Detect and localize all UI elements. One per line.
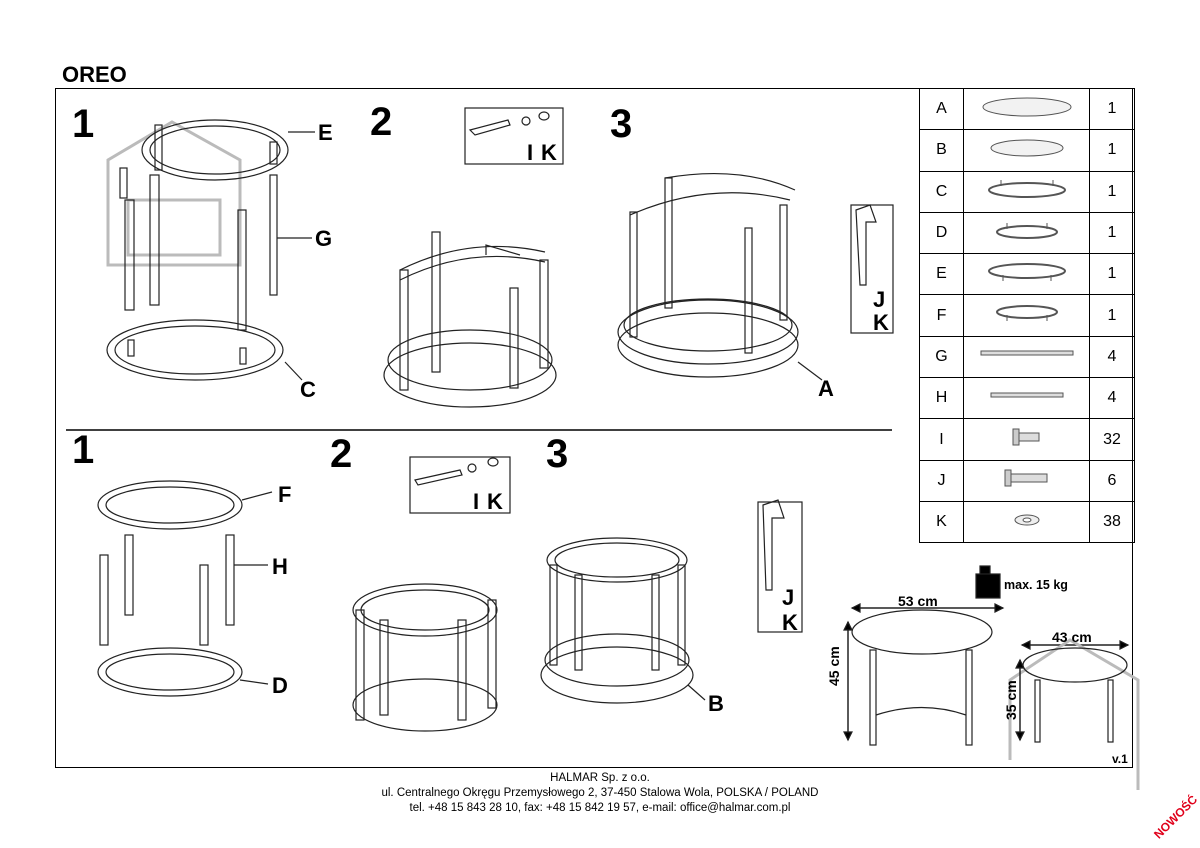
footer-company: HALMAR Sp. z o.o. <box>550 772 650 784</box>
part-quantity: 1 <box>1090 130 1135 171</box>
part-quantity: 32 <box>1090 419 1135 460</box>
large-width-label: 53 cm <box>898 593 938 609</box>
short-bar-icon <box>977 383 1077 409</box>
part-quantity: 1 <box>1090 212 1135 253</box>
part-illustration <box>964 295 1090 336</box>
parts-row <box>920 171 1135 212</box>
version-label: v.1 <box>1112 752 1128 766</box>
step1-large-exploded <box>107 120 315 380</box>
callout-f: F <box>278 482 292 507</box>
callout-j-top: J <box>873 287 886 312</box>
max-load-label: max. 15 kg <box>1004 578 1068 592</box>
step-number-3-top: 3 <box>610 102 633 146</box>
callout-k-bottom: K <box>487 489 503 514</box>
part-letter: F <box>920 295 964 336</box>
part-quantity: 1 <box>1090 89 1135 130</box>
part-illustration <box>964 460 1090 501</box>
step2-large-bolting <box>384 108 563 407</box>
part-quantity: 4 <box>1090 336 1135 377</box>
new-badge: NOWOŚĆ <box>1151 792 1200 842</box>
footer-address: ul. Centralnego Okręgu Przemysłowego 2, 37-450 Stalowa Wola, POLSKA / POLAND <box>381 787 819 799</box>
callout-k-bottom-right: K <box>782 610 798 635</box>
parts-row <box>920 130 1135 171</box>
part-illustration <box>964 212 1090 253</box>
disc-top-small-icon <box>977 135 1077 161</box>
long-bar-icon <box>977 341 1077 367</box>
part-illustration <box>964 336 1090 377</box>
part-letter: G <box>920 336 964 377</box>
step-number-2-top: 2 <box>370 100 393 144</box>
parts-row <box>920 212 1135 253</box>
large-height-label: 45 cm <box>826 646 842 686</box>
step1-small-exploded <box>98 481 272 696</box>
part-quantity: 1 <box>1090 171 1135 212</box>
part-letter: I <box>920 419 964 460</box>
parts-row <box>920 501 1135 542</box>
part-illustration <box>964 419 1090 460</box>
callout-h: H <box>272 554 288 579</box>
part-letter: D <box>920 212 964 253</box>
disc-top-icon <box>977 94 1077 120</box>
callout-c: C <box>300 377 316 402</box>
part-letter: E <box>920 254 964 295</box>
ring-top-small-icon <box>977 300 1077 326</box>
step3-small-top <box>541 500 802 703</box>
dimension-small <box>1010 640 1138 790</box>
part-quantity: 1 <box>1090 254 1135 295</box>
callout-b: B <box>708 691 724 716</box>
callout-g: G <box>315 226 333 251</box>
step-number-2-bottom: 2 <box>330 432 353 476</box>
dimension-large <box>844 604 1003 745</box>
callout-d: D <box>272 673 288 698</box>
screw-short-icon <box>977 424 1077 450</box>
ring-base-small-icon <box>977 218 1077 244</box>
part-illustration <box>964 254 1090 295</box>
part-letter: C <box>920 171 964 212</box>
small-width-label: 43 cm <box>1052 629 1092 645</box>
parts-row <box>920 378 1135 419</box>
step-number-3-bottom: 3 <box>546 432 569 476</box>
part-illustration <box>964 378 1090 419</box>
part-quantity: 4 <box>1090 378 1135 419</box>
small-height-label: 35 cm <box>1003 680 1019 720</box>
part-quantity: 1 <box>1090 295 1135 336</box>
part-illustration <box>964 130 1090 171</box>
parts-row <box>920 336 1135 377</box>
callout-e: E <box>318 120 333 145</box>
parts-list-table <box>919 88 1135 543</box>
part-letter: J <box>920 460 964 501</box>
document-title: OREO <box>62 62 127 87</box>
callout-i-top: I <box>527 140 534 165</box>
weight-icon <box>976 566 1000 598</box>
part-illustration <box>964 171 1090 212</box>
callout-k-top: K <box>541 140 557 165</box>
parts-row <box>920 254 1135 295</box>
part-letter: H <box>920 378 964 419</box>
parts-row <box>920 419 1135 460</box>
part-letter: A <box>920 89 964 130</box>
footer <box>0 771 1200 816</box>
callout-j-bottom: J <box>782 585 795 610</box>
parts-row <box>920 89 1135 130</box>
washer-icon <box>977 507 1077 533</box>
part-letter: K <box>920 501 964 542</box>
footer-contact: tel. +48 15 843 28 10, fax: +48 15 842 19 57, e-mail: office@halmar.com.pl <box>409 802 791 814</box>
part-illustration <box>964 89 1090 130</box>
ring-top-icon <box>977 259 1077 285</box>
part-quantity: 6 <box>1090 460 1135 501</box>
callout-k-top-right: K <box>873 310 889 335</box>
screw-long-icon <box>977 465 1077 491</box>
parts-row <box>920 460 1135 501</box>
parts-row <box>920 295 1135 336</box>
callout-a: A <box>818 376 834 401</box>
callout-i-bottom: I <box>473 489 480 514</box>
step3-large-top <box>618 174 893 380</box>
step-number-1-top: 1 <box>72 102 95 146</box>
step-number-1-bottom: 1 <box>72 428 95 472</box>
part-quantity: 38 <box>1090 501 1135 542</box>
ring-base-icon <box>977 176 1077 202</box>
part-illustration <box>964 501 1090 542</box>
part-letter: B <box>920 130 964 171</box>
